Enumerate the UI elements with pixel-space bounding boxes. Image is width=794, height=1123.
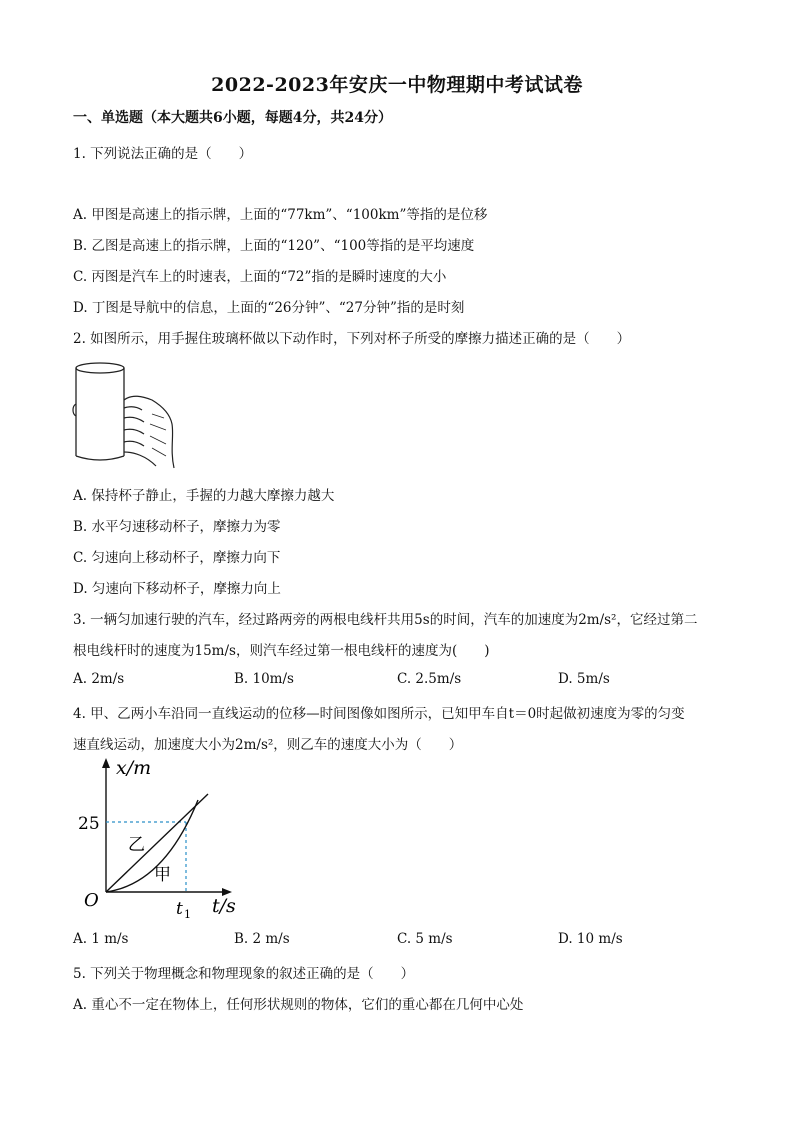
question-2-option-a: A. 保持杯子静止，手握的力越大摩擦力越大 <box>73 488 335 504</box>
question-1-option-a: A. 甲图是高速上的指示牌，上面的“77km”、“100km”等指的是位移 <box>73 207 488 223</box>
x-tick-label: t <box>176 899 183 919</box>
question-4-option-d: D. 10 m/s <box>558 931 623 947</box>
question-3-option-d: D. 5m/s <box>558 671 610 687</box>
question-1-stem: 1. 下列说法正确的是（ ） <box>73 146 253 162</box>
question-4-stem-line-1: 4. 甲、乙两小车沿同一直线运动的位移—时间图像如图所示，已知甲车自t＝0时起做初速度为零的匀变 <box>73 706 685 722</box>
question-1-option-c: C. 丙图是汽车上的时速表，上面的“72”指的是瞬时速度的大小 <box>73 269 447 285</box>
glass-icon <box>76 363 124 460</box>
question-2-option-b: B. 水平匀速移动杯子，摩擦力为零 <box>73 519 281 535</box>
position-time-graph <box>76 752 256 920</box>
series-label-yi: 乙 <box>128 835 145 855</box>
question-3-stem-line-2: 根电线杆时的速度为15m/s，则汽车经过第一根电线杆的速度为( ) <box>73 643 490 659</box>
question-4-option-a: A. 1 m/s <box>73 931 129 947</box>
origin-label: O <box>84 890 99 911</box>
question-4-option-b: B. 2 m/s <box>234 931 290 947</box>
question-1-option-d: D. 丁图是导航中的信息，上面的“26分钟”、“27分钟”指的是时刻 <box>73 300 465 316</box>
y-axis-label: x/m <box>116 757 152 779</box>
question-2-option-d: D. 匀速向下移动杯子，摩擦力向上 <box>73 581 281 597</box>
page-title: 2022-2023年安庆一中物理期中考试试卷 <box>211 74 583 96</box>
question-4-option-c: C. 5 m/s <box>397 931 453 947</box>
series-label-jia: 甲 <box>154 865 171 885</box>
question-3-option-a: A. 2m/s <box>73 671 125 687</box>
question-3-option-b: B. 10m/s <box>234 671 294 687</box>
question-5-stem: 5. 下列关于物理概念和物理现象的叙述正确的是（ ） <box>73 966 415 982</box>
hand-holding-glass-figure <box>70 358 190 470</box>
question-5-option-a: A. 重心不一定在物体上，任何形状规则的物体，它们的重心都在几何中心处 <box>73 997 524 1013</box>
question-2-stem: 2. 如图所示，用手握住玻璃杯做以下动作时，下列对杯子所受的摩擦力描述正确的是（ ） <box>73 331 631 347</box>
question-3-option-c: C. 2.5m/s <box>397 671 462 687</box>
question-4-stem-line-2: 速直线运动，加速度大小为2m/s²，则乙车的速度大小为（ ） <box>73 737 463 753</box>
x-tick-subscript: 1 <box>184 908 191 920</box>
y-axis-arrow-icon <box>102 758 110 768</box>
section-heading: 一、单选题（本大题共6小题，每题4分，共24分） <box>73 110 392 126</box>
x-axis-label: t/s <box>212 895 236 917</box>
question-2-option-c: C. 匀速向上移动杯子，摩擦力向下 <box>73 550 281 566</box>
y-tick-label: 25 <box>78 814 100 834</box>
question-3-stem-line-1: 3. 一辆匀加速行驶的汽车，经过路两旁的两根电线杆共用5s的时间，汽车的加速度为2m/s²，它经过第二 <box>73 612 698 628</box>
question-1-option-b: B. 乙图是高速上的指示牌，上面的“120”、“100等指的是平均速度 <box>73 238 475 254</box>
